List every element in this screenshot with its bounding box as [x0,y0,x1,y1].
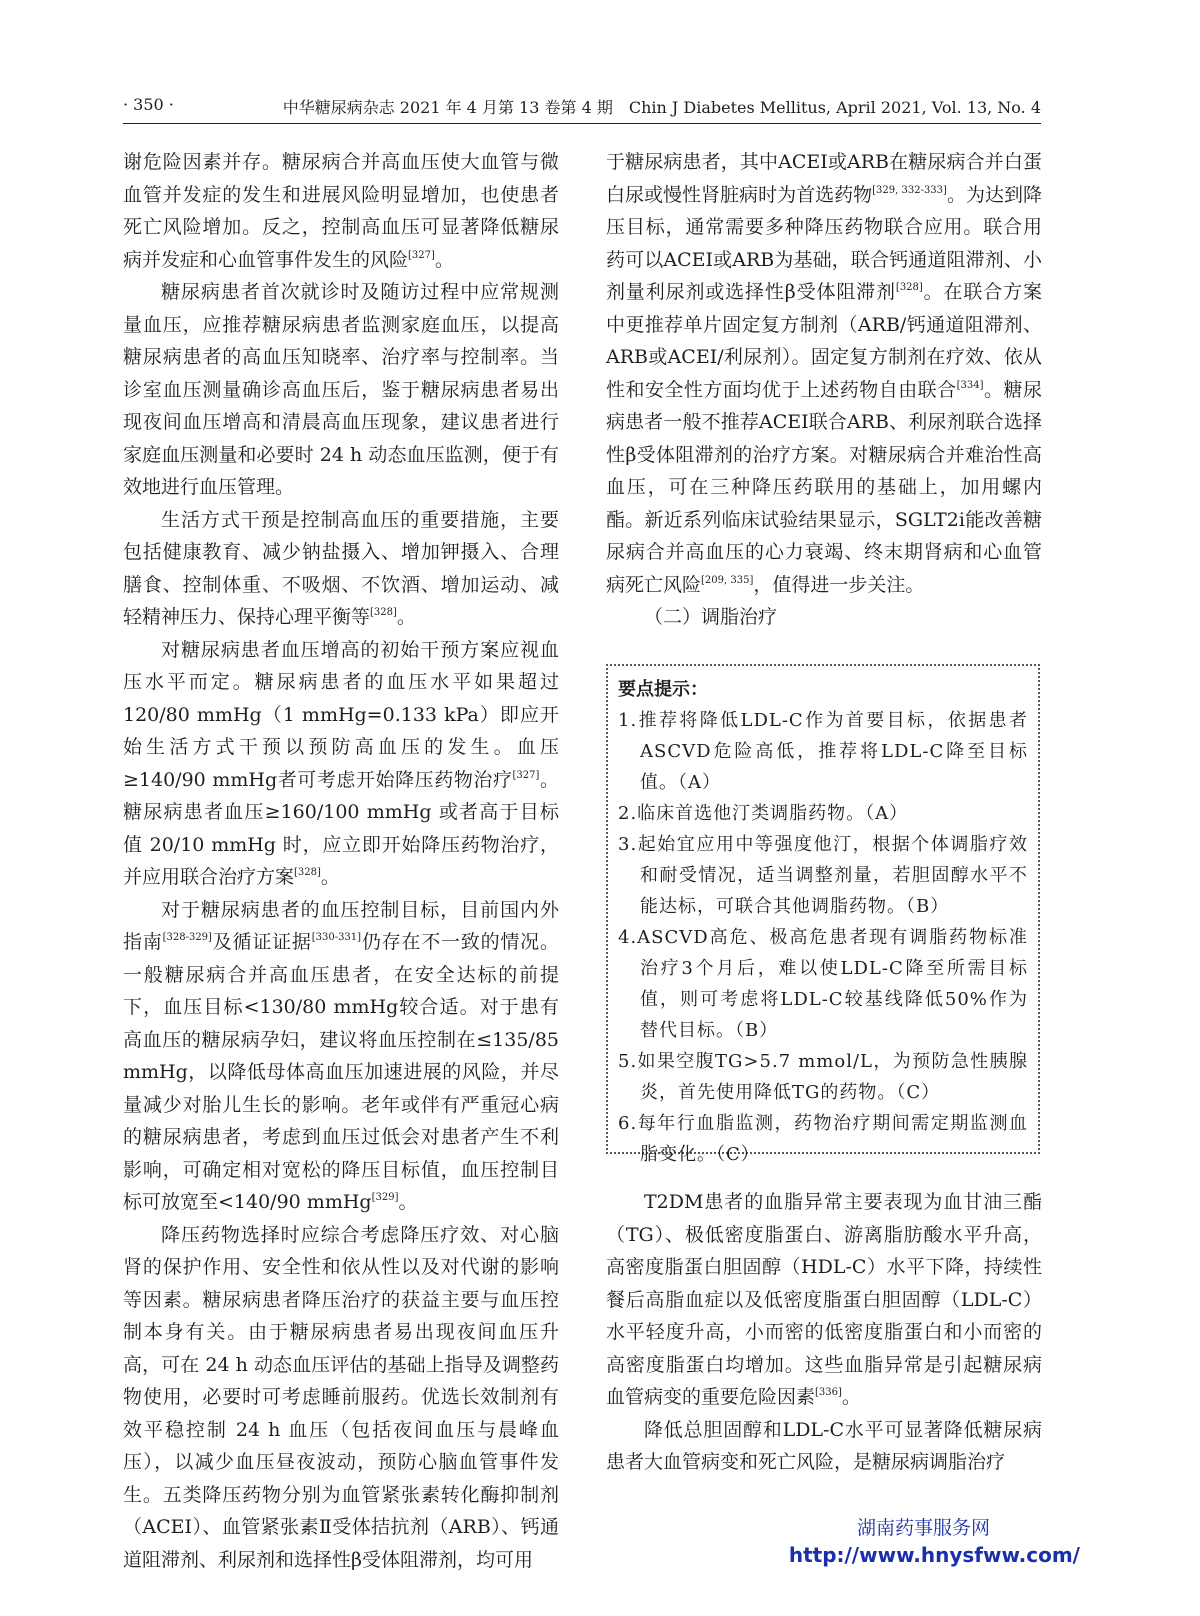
citation-ref: [327] [408,249,435,261]
section-subheading: （二）调脂治疗 [644,606,778,628]
citation-ref: [329] [371,1192,399,1203]
key-point-item: 3.起始宜应用中等强度他汀，根据个体调脂疗效和耐受情况，适当调整剂量，若胆固醇水平不能达标，可联合其他调脂药物。（B） [618,834,1028,917]
left-column [123,146,559,1576]
key-point-item: 5.如果空腹TG>5.7 mmol/L，为预防急性胰腺炎，首先使用降低TG的药物。（C） [618,1051,1028,1103]
citation-ref: [328] [294,867,321,878]
citation-ref: [209, 335] [701,574,754,586]
paragraph: 于糖尿病患者，其中ACEI或ARB在糖尿病合并白蛋白尿或慢性肾脏病时为首选药物[329, 332-333]。为达到降压目标，通常需要多种降压药物联合应用。联合用药可以ACEI或ARB为基础，联合钙通道阻滞剂、小剂量利尿剂或选择性β受体阻滞剂[328]。在联合方案中更推荐单片固定复方制剂（ARB/钙通道阻滞剂、ARB或ACEI/利尿剂）。固定复方制剂在疗效、依从性和安全性方面均优于上述药物自由联合[334]。糖尿病患者一般不推荐ACEI联合ARB、利尿剂联合选择性β受体阻滞剂的治疗方案。对糖尿病合并难治性高血压，可在三种降压药联用的基础上，加用螺内酯。新近系列临床试验结果显示，SGLT2i能改善糖尿病合并高血压的心力衰竭、终末期肾病和心血管病死亡风险[209, 335]，值得进一步关注。 [606,151,1042,596]
key-point-item: 4.ASCVD高危、极高危患者现有调脂药物标准治疗3个月后，难以使LDL-C降至所需目标值，则可考虑将LDL-C较基线降低50%作为替代目标。（B） [618,927,1028,1041]
paragraph: 对糖尿病患者血压增高的初始干预方案应视血压水平而定。糖尿病患者的血压水平如果超过120/80 mmHg（1 mmHg=0.133 kPa）即应开始生活方式干预以预防高血压的发生。血压≥140/90 mmHg者可考虑开始降压药物治疗[327]。糖尿病患者血压≥160/100 mmHg 或者高于目标值 20/10 mmHg 时，应立即开始降压药物治疗，并应用联合治疗方案[328]。 [123,638,559,888]
citation-ref: [334] [956,379,984,391]
paragraph: 降压药物选择时应综合考虑降压疗效、对心脑肾的保护作用、安全性和依从性以及对代谢的影响等因素。糖尿病患者降压治疗的获益主要与血压控制本身有关。由于糖尿病患者易出现夜间血压升高，可在 24 h 动态血压评估的基础上指导及调整药物使用，必要时可考虑睡前服药。优选长效制剂有效平稳控制 24 h 血压（包括夜间血压与晨峰血压），以减少血压昼夜波动，预防心脑血管事件发生。五类降压药物分别为血管紧张素转化酶抑制剂（ACEI）、血管紧张素Ⅱ受体拮抗剂（ARB）、钙通道阻滞剂、利尿剂和选择性β受体阻滞剂，均可用 [123,1223,559,1571]
paragraph: 生活方式干预是控制高血压的重要措施，主要包括健康教育、减少钠盐摄入、增加钾摄入、合理膳食、控制体重、不吸烟、不饮酒、增加运动、减轻精神压力、保持心理平衡等[328]。 [123,508,559,628]
site-watermark [789,1515,1080,1569]
journal-citation: 中华糖尿病杂志 2021 年 4 月第 13 卷第 4 期 Chin J Diabetes Mellitus, April 2021, Vol. 13, No. 4 [282,98,1041,117]
running-header [123,95,1041,124]
right-column-top [606,146,1042,634]
citation-ref: [330-331] [311,932,362,943]
paragraph: 对于糖尿病患者的血压控制目标，目前国内外指南[328-329]及循证证据[330-331]仍存在不一致的情况。一般糖尿病合并高血压患者，在安全达标的前提下，血压目标<130/80 mmHg较合适。对于患有高血压的糖尿病孕妇，建议将血压控制在≤135/85 mmHg，以降低母体高血压加速进展的风险，并尽量减少对胎儿生长的影响。老年或伴有严重冠心病的糖尿病患者，考虑到血压过低会对患者产生不利影响，可确定相对宽松的降压目标值，血压控制目标可放宽至<140/90 mmHg[329]。 [123,898,559,1213]
watermark-url[interactable]: http://www.hnysfww.com/ [788,1543,1080,1567]
key-point-item: 2.临床首选他汀类调脂药物。（A） [618,803,909,824]
key-point-item: 1.推荐将降低LDL-C作为首要目标，依据患者ASCVD危险高低，推荐将LDL-C降至目标值。（A） [618,710,1028,793]
paragraph: 谢危险因素并存。糖尿病合并高血压使大血管与微血管并发症的发生和进展风险明显增加，也使患者死亡风险增加。反之，控制高血压可显著降低糖尿病并发症和心血管事件发生的风险[327]。 [123,151,559,271]
paragraph: 糖尿病患者首次就诊时及随访过程中应常规测量血压，应推荐糖尿病患者监测家庭血压，以提高糖尿病患者的高血压知晓率、治疗率与控制率。当诊室血压测量确诊高血压后，鉴于糖尿病患者易出现夜间血压增高和清晨高血压现象，建议患者进行家庭血压测量和必要时 24 h 动态血压监测，便于有效地进行血压管理。 [123,281,559,498]
citation-ref: [336] [815,1387,842,1398]
paragraph: T2DM患者的血脂异常主要表现为血甘油三酯（TG）、极低密度脂蛋白、游离脂肪酸水平升高，高密度脂蛋白胆固醇（HDL-C）水平下降，持续性餐后高脂血症以及低密度脂蛋白胆固醇（LDL-C）水平轻度升高，小而密的低密度脂蛋白和小而密的高密度脂蛋白均增加。这些血脂异常是引起糖尿病血管病变的重要危险因素[336]。 [606,1191,1042,1408]
citation-ref: [329, 332-333] [872,184,947,196]
key-point-item: 6.每年行血脂监测，药物治疗期间需定期监测血脂变化。（C） [618,1113,1028,1165]
page-number: · 350 · [123,95,174,114]
citation-ref: [328] [370,607,397,618]
citation-ref: [328-329] [162,932,212,943]
citation-ref: [328] [895,282,923,293]
citation-ref: [327] [512,769,540,781]
paragraph: 降低总胆固醇和LDL-C水平可显著降低糖尿病患者大血管病变和死亡风险，是糖尿病调脂治疗 [606,1418,1042,1473]
watermark-site-name: 湖南药事服务网 [856,1517,990,1539]
key-points-box [606,664,1040,1165]
right-column-bottom [606,1186,1042,1479]
key-points-title: 要点提示： [618,679,708,700]
